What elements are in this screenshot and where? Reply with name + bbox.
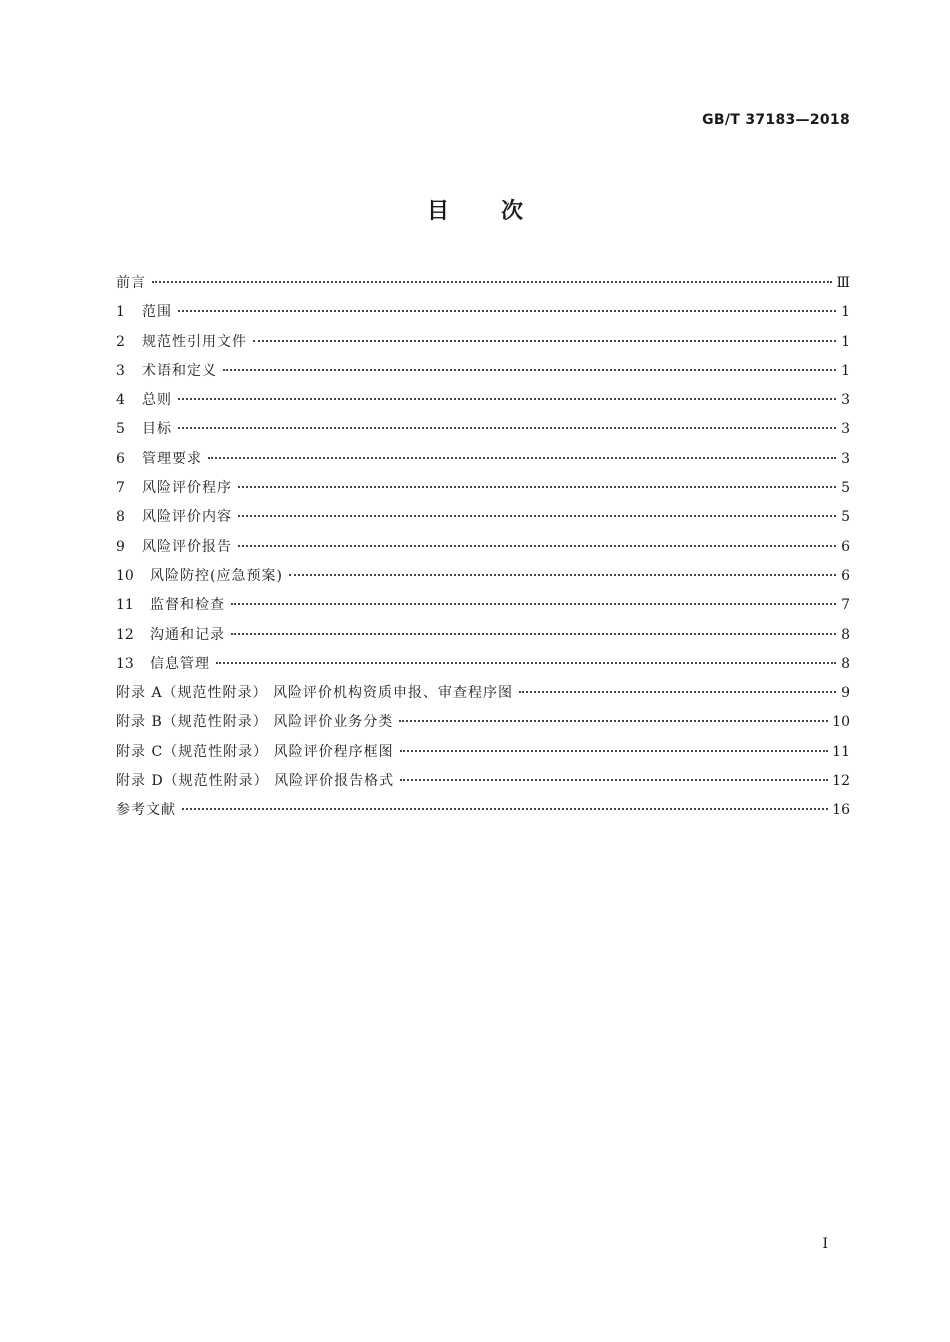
toc-entry-7[interactable] [116, 474, 850, 503]
toc-entry-page: 9 [841, 685, 850, 702]
toc-entry-label: 总则 [142, 392, 172, 409]
toc-entry-label: 前言 [116, 275, 146, 291]
toc-entry-label: 沟通和记录 [150, 626, 225, 643]
toc-entry-number: 4 [116, 392, 125, 409]
toc-entry-label: 附录 C（规范性附录） 风险评价程序框图 [116, 743, 394, 760]
toc-entry-10[interactable] [116, 562, 850, 591]
toc-leader-dots [208, 457, 836, 459]
toc-leader-dots [216, 662, 836, 664]
toc-entry-label: 风险评价报告 [142, 538, 232, 555]
toc-entry-foreword[interactable] [116, 269, 850, 298]
toc-entry-page: 8 [841, 655, 850, 672]
toc-leader-dots [519, 691, 836, 693]
toc-leader-dots [178, 427, 836, 429]
toc-entry-label: 附录 A（规范性附录） 风险评价机构资质申报、审查程序图 [116, 685, 514, 702]
toc-entry-page: 16 [832, 802, 850, 819]
toc-leader-dots [223, 369, 836, 371]
toc-leader-dots [399, 720, 828, 722]
toc-entry-number: 12 [116, 626, 134, 643]
toc-entry-4[interactable] [116, 386, 850, 415]
toc-entry-page: 1 [841, 333, 850, 350]
toc-entry-label: 术语和定义 [142, 362, 217, 379]
toc-leader-dots [238, 486, 836, 488]
toc-entry-page: 6 [841, 538, 850, 555]
toc-entry-page: 7 [841, 597, 850, 614]
toc-entry-8[interactable] [116, 503, 850, 532]
toc-entry-page: 8 [841, 626, 850, 643]
toc-entry-page: 12 [832, 773, 850, 790]
standard-number: GB/T 37183—2018 [702, 112, 850, 128]
toc-entry-label: 参考文献 [116, 802, 176, 819]
toc-leader-dots [152, 281, 832, 283]
toc-entry-label: 风险评价程序 [142, 480, 232, 497]
toc-entry-12[interactable] [116, 621, 850, 650]
toc-entry-number: 8 [116, 509, 125, 526]
toc-leader-dots [253, 340, 836, 342]
toc-entry-label: 信息管理 [150, 655, 210, 672]
table-of-contents [116, 269, 850, 826]
page-number: I [822, 1236, 828, 1252]
toc-entry-label: 附录 B（规范性附录） 风险评价业务分类 [116, 714, 394, 731]
toc-entry-label: 监督和检查 [150, 597, 225, 614]
toc-entry-6[interactable] [116, 445, 850, 474]
toc-entry-number: 11 [116, 597, 134, 614]
toc-entry-page: 11 [832, 743, 850, 760]
toc-leader-dots [178, 398, 836, 400]
toc-entry-number: 13 [116, 655, 134, 672]
toc-entry-label: 管理要求 [142, 450, 202, 467]
toc-entry-page: 3 [841, 392, 850, 409]
toc-entry-label: 规范性引用文件 [142, 333, 247, 350]
toc-entry-label: 范围 [142, 304, 172, 321]
toc-leader-dots [231, 633, 836, 635]
page-title: 目次 [426, 199, 575, 224]
toc-entry-page: 10 [832, 714, 850, 731]
toc-entry-page: 1 [841, 362, 850, 379]
toc-entry-appendix-a[interactable] [116, 679, 850, 708]
toc-leader-dots [400, 779, 828, 781]
toc-entry-page: 3 [841, 450, 850, 467]
toc-entry-number: 3 [116, 362, 125, 379]
toc-entry-2[interactable] [116, 328, 850, 357]
toc-entry-appendix-b[interactable] [116, 708, 850, 737]
toc-entry-page: 1 [841, 304, 850, 321]
toc-leader-dots [231, 603, 836, 605]
toc-entry-13[interactable] [116, 650, 850, 679]
toc-leader-dots [178, 310, 836, 312]
toc-leader-dots [238, 515, 836, 517]
toc-entry-bibliography[interactable] [116, 796, 850, 825]
toc-entry-number: 9 [116, 538, 125, 555]
toc-entry-page: Ⅲ [836, 275, 850, 291]
toc-entry-appendix-d[interactable] [116, 767, 850, 796]
toc-entry-number: 7 [116, 480, 125, 497]
toc-entry-11[interactable] [116, 591, 850, 620]
toc-entry-label: 附录 D（规范性附录） 风险评价报告格式 [116, 773, 395, 790]
toc-entry-number: 1 [116, 304, 125, 321]
toc-entry-page: 5 [841, 480, 850, 497]
toc-entry-label: 风险评价内容 [142, 509, 232, 526]
toc-entry-number: 2 [116, 333, 125, 350]
toc-entry-9[interactable] [116, 533, 850, 562]
toc-entry-1[interactable] [116, 298, 850, 327]
toc-entry-label: 目标 [142, 421, 172, 438]
toc-leader-dots [238, 545, 836, 547]
toc-entry-number: 5 [116, 421, 125, 438]
toc-entry-3[interactable] [116, 357, 850, 386]
toc-entry-5[interactable] [116, 415, 850, 444]
toc-entry-page: 6 [841, 567, 850, 584]
toc-leader-dots [289, 574, 836, 576]
toc-entry-page: 5 [841, 509, 850, 526]
toc-entry-number: 10 [116, 567, 134, 584]
toc-entry-label: 风险防控(应急预案) [150, 567, 283, 584]
toc-leader-dots [182, 808, 828, 810]
toc-entry-page: 3 [841, 421, 850, 438]
toc-entry-number: 6 [116, 450, 125, 467]
toc-entry-appendix-c[interactable] [116, 738, 850, 767]
toc-leader-dots [400, 750, 829, 752]
